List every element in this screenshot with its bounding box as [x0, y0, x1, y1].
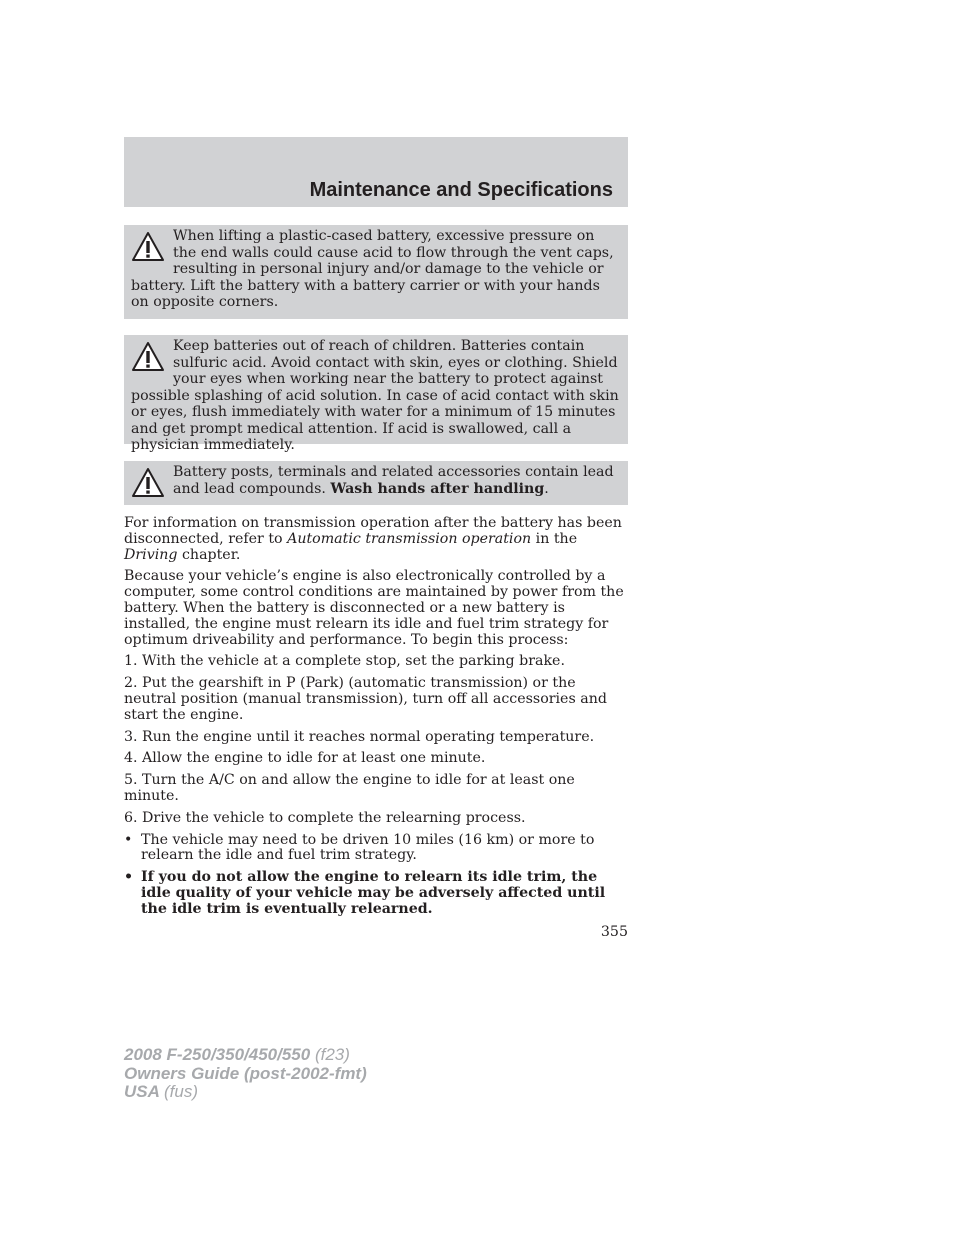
- step-item: 3. Run the engine until it reaches normal operating temperature.: [124, 728, 595, 745]
- page-number: 355: [600, 924, 628, 940]
- relearn-intro-paragraph: Because your vehicle’s engine is also electronically controlled by a computer, some control conditions are maintained by power from the battery. When the battery is disconnected or a new battery is installed, the engine must relearn its idle and fuel trim strategy for optimum driveability and performance. To begin this process:: [124, 568, 624, 648]
- bullet-item: • The vehicle may need to be driven 10 miles (16 km) or more to relearn the idle and fuel trim strategy.: [124, 831, 595, 864]
- step-item: 6. Drive the vehicle to complete the relearning process.: [124, 809, 526, 826]
- chapter-title: Maintenance and Specifications: [309, 179, 613, 201]
- step-item: 4. Allow the engine to idle for at least one minute.: [124, 750, 486, 767]
- warning-triangle-icon: [131, 341, 165, 373]
- warning-triangle-icon: [131, 467, 165, 499]
- body-content: [124, 516, 628, 924]
- bullet-item-emphasis: • If you do not allow the engine to relearn its idle trim, the idle quality of your vehicle may be adversely affected until the idle trim is eventually relearned.: [124, 869, 606, 917]
- warning-emphasis: Wash hands after handling: [330, 480, 545, 497]
- bullet-glyph: •: [124, 831, 133, 848]
- warning-text: Keep batteries out of reach of children. Batteries contain sulfuric acid. Avoid contact with skin, eyes or clothing. Shield your eyes when working near the battery to protect against possible splashing of acid solution. In case of acid contact with skin or eyes, flush immediately with water for a minimum of 15 minutes and get prompt medical attention. If acid is swallowed, call a physician immediately.: [131, 338, 619, 453]
- reference-link-text: Automatic transmission operation: [287, 530, 532, 547]
- step-item: 2. Put the gearshift in P (Park) (automatic transmission) or the neutral position (manual transmission), turn off all accessories and start the engine.: [124, 675, 607, 723]
- document-footer: 2008 F-250/350/450/550 (f23) Owners Guide (post-2002-fmt) USA (fus): [124, 1045, 367, 1101]
- transmission-reference-paragraph: For information on transmission operation after the battery has been disconnected, refer to Automatic transmission operation in the Driving chapter.: [124, 515, 622, 563]
- warning-box-acid: [124, 335, 628, 453]
- step-item: 1. With the vehicle at a complete stop, set the parking brake.: [124, 653, 565, 670]
- warning-text: Battery posts, terminals and related accessories contain lead and lead compounds. Wash hands after handling.: [173, 464, 614, 497]
- step-item: 5. Turn the A/C on and allow the engine to idle for at least one minute.: [124, 772, 575, 804]
- chapter-header-band: [124, 137, 628, 207]
- warning-box-lead: [124, 461, 628, 505]
- bullet-glyph: •: [124, 869, 134, 886]
- warning-triangle-icon: [131, 231, 165, 263]
- warning-box-plastic-battery: [124, 225, 628, 319]
- warning-text: When lifting a plastic-cased battery, excessive pressure on the end walls could cause acid to flow through the vent caps, resulting in personal injury and/or damage to the vehicle or battery. Lift the battery with a battery carrier or with your hands on opposite corners.: [131, 228, 614, 310]
- chapter-reference: Driving: [124, 546, 178, 563]
